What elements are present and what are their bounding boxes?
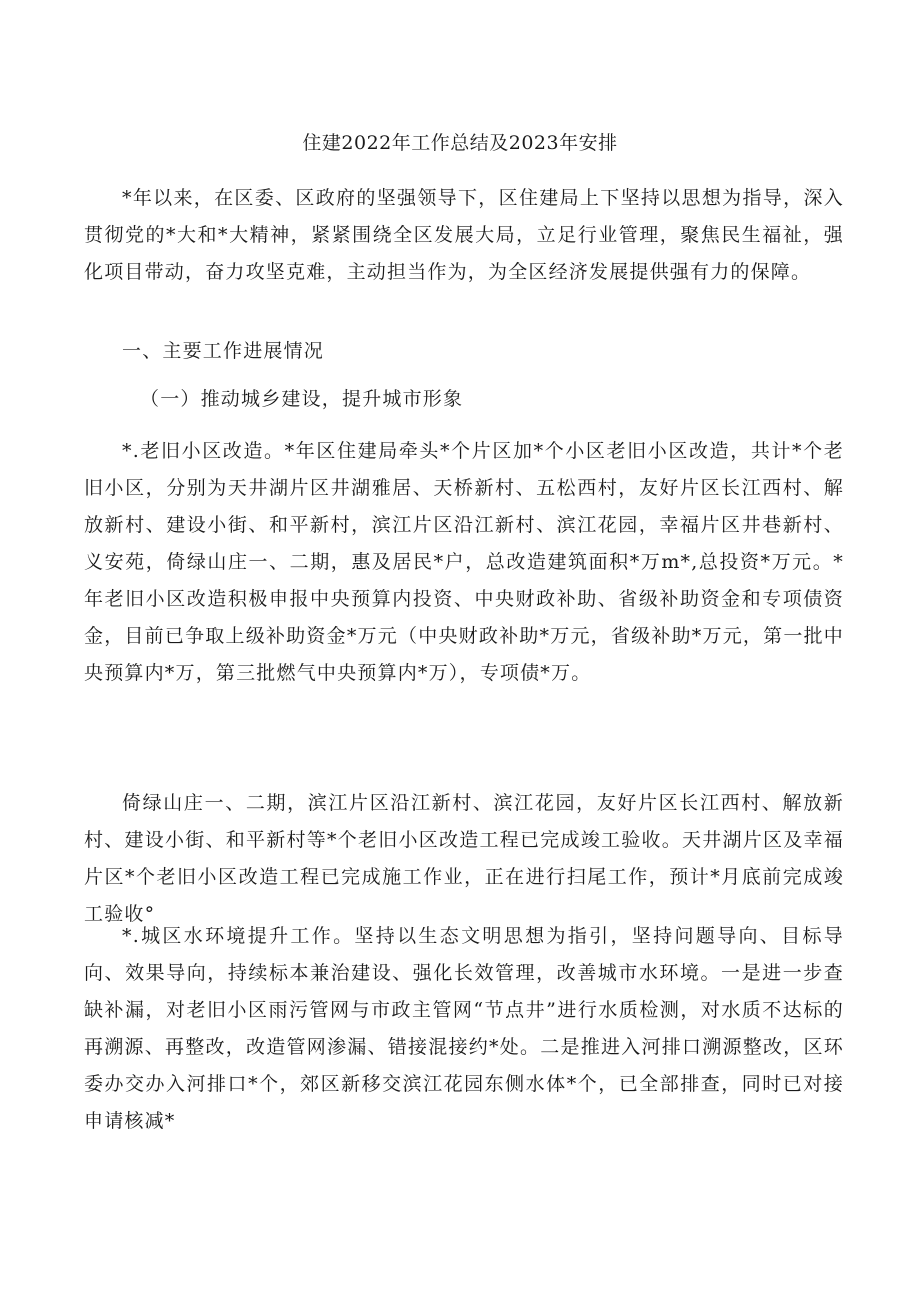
document-title: 住建2022年工作总结及2023年安排 — [302, 132, 618, 154]
paragraph-old-community-renovation: *.老旧小区改造。*年区住建局牵头*个片区加*个小区老旧小区改造，共计*个老旧小区，分别为天井湖片区井湖雅居、天桥新村、五松西村，友好片区长江西村、解放新村、建设小街、和平新村，滨江片区沿江新村、滨江花园，幸福片区井巷新村、义安苑，倚绿山庄一、二期，惠及居民*户，总改造建筑面积*万m*,总投资*万元。*年老旧小区改造积极申报中央预算内投资、中央财政补助、省级补助资金和专项债资金，目前已争取上级补助资金*万元（中央财政补助*万元，省级补助*万元，第一批中央预算内*万，第三批燃气中央预算内*万），专项债*万。 — [84, 440, 844, 684]
intro-paragraph: *年以来，在区委、区政府的坚强领导下，区住建局上下坚持以思想为指导，深入贯彻党的*大和*大精神，紧紧围绕全区发展大局，立足行业管理，聚焦民生福祉，强化项目带动，奋力攻坚克难，主动担当作为，为全区经济发展提供强有力的保障。 — [84, 187, 844, 283]
paragraph-water-environment: *.城区水环境提升工作。坚持以生态文明思想为指引，坚持问题导向、目标导向、效果导向，持续标本兼治建设、强化长效管理，改善城市水环境。一是进一步查缺补漏，对老旧小区雨污管网与市政主管网“节点井”进行水质检测，对水质不达标的再溯源、再整改，改造管网渗漏、错接混接约*处。二是推进入河排口溯源整改，区环委办交办入河排口*个，郊区新移交滨江花园东侧水体*个，已全部排查，同时已对接申请核减* — [84, 925, 844, 1132]
paragraph-completion-acceptance: 倚绿山庄一、二期，滨江片区沿江新村、滨江花园，友好片区长江西村、解放新村、建设小街、和平新村等*个老旧小区改造工程已完成竣工验收。天井湖片区及幸福片区*个老旧小区改造工程已完成施工作业，正在进行扫尾工作，预计*月底前完成竣工验收° — [84, 792, 844, 925]
section-heading-main-progress: 一、主要工作进展情况 — [122, 340, 325, 362]
subsection-heading-urban-construction: （一）推动城乡建设，提升城市形象 — [140, 388, 464, 410]
